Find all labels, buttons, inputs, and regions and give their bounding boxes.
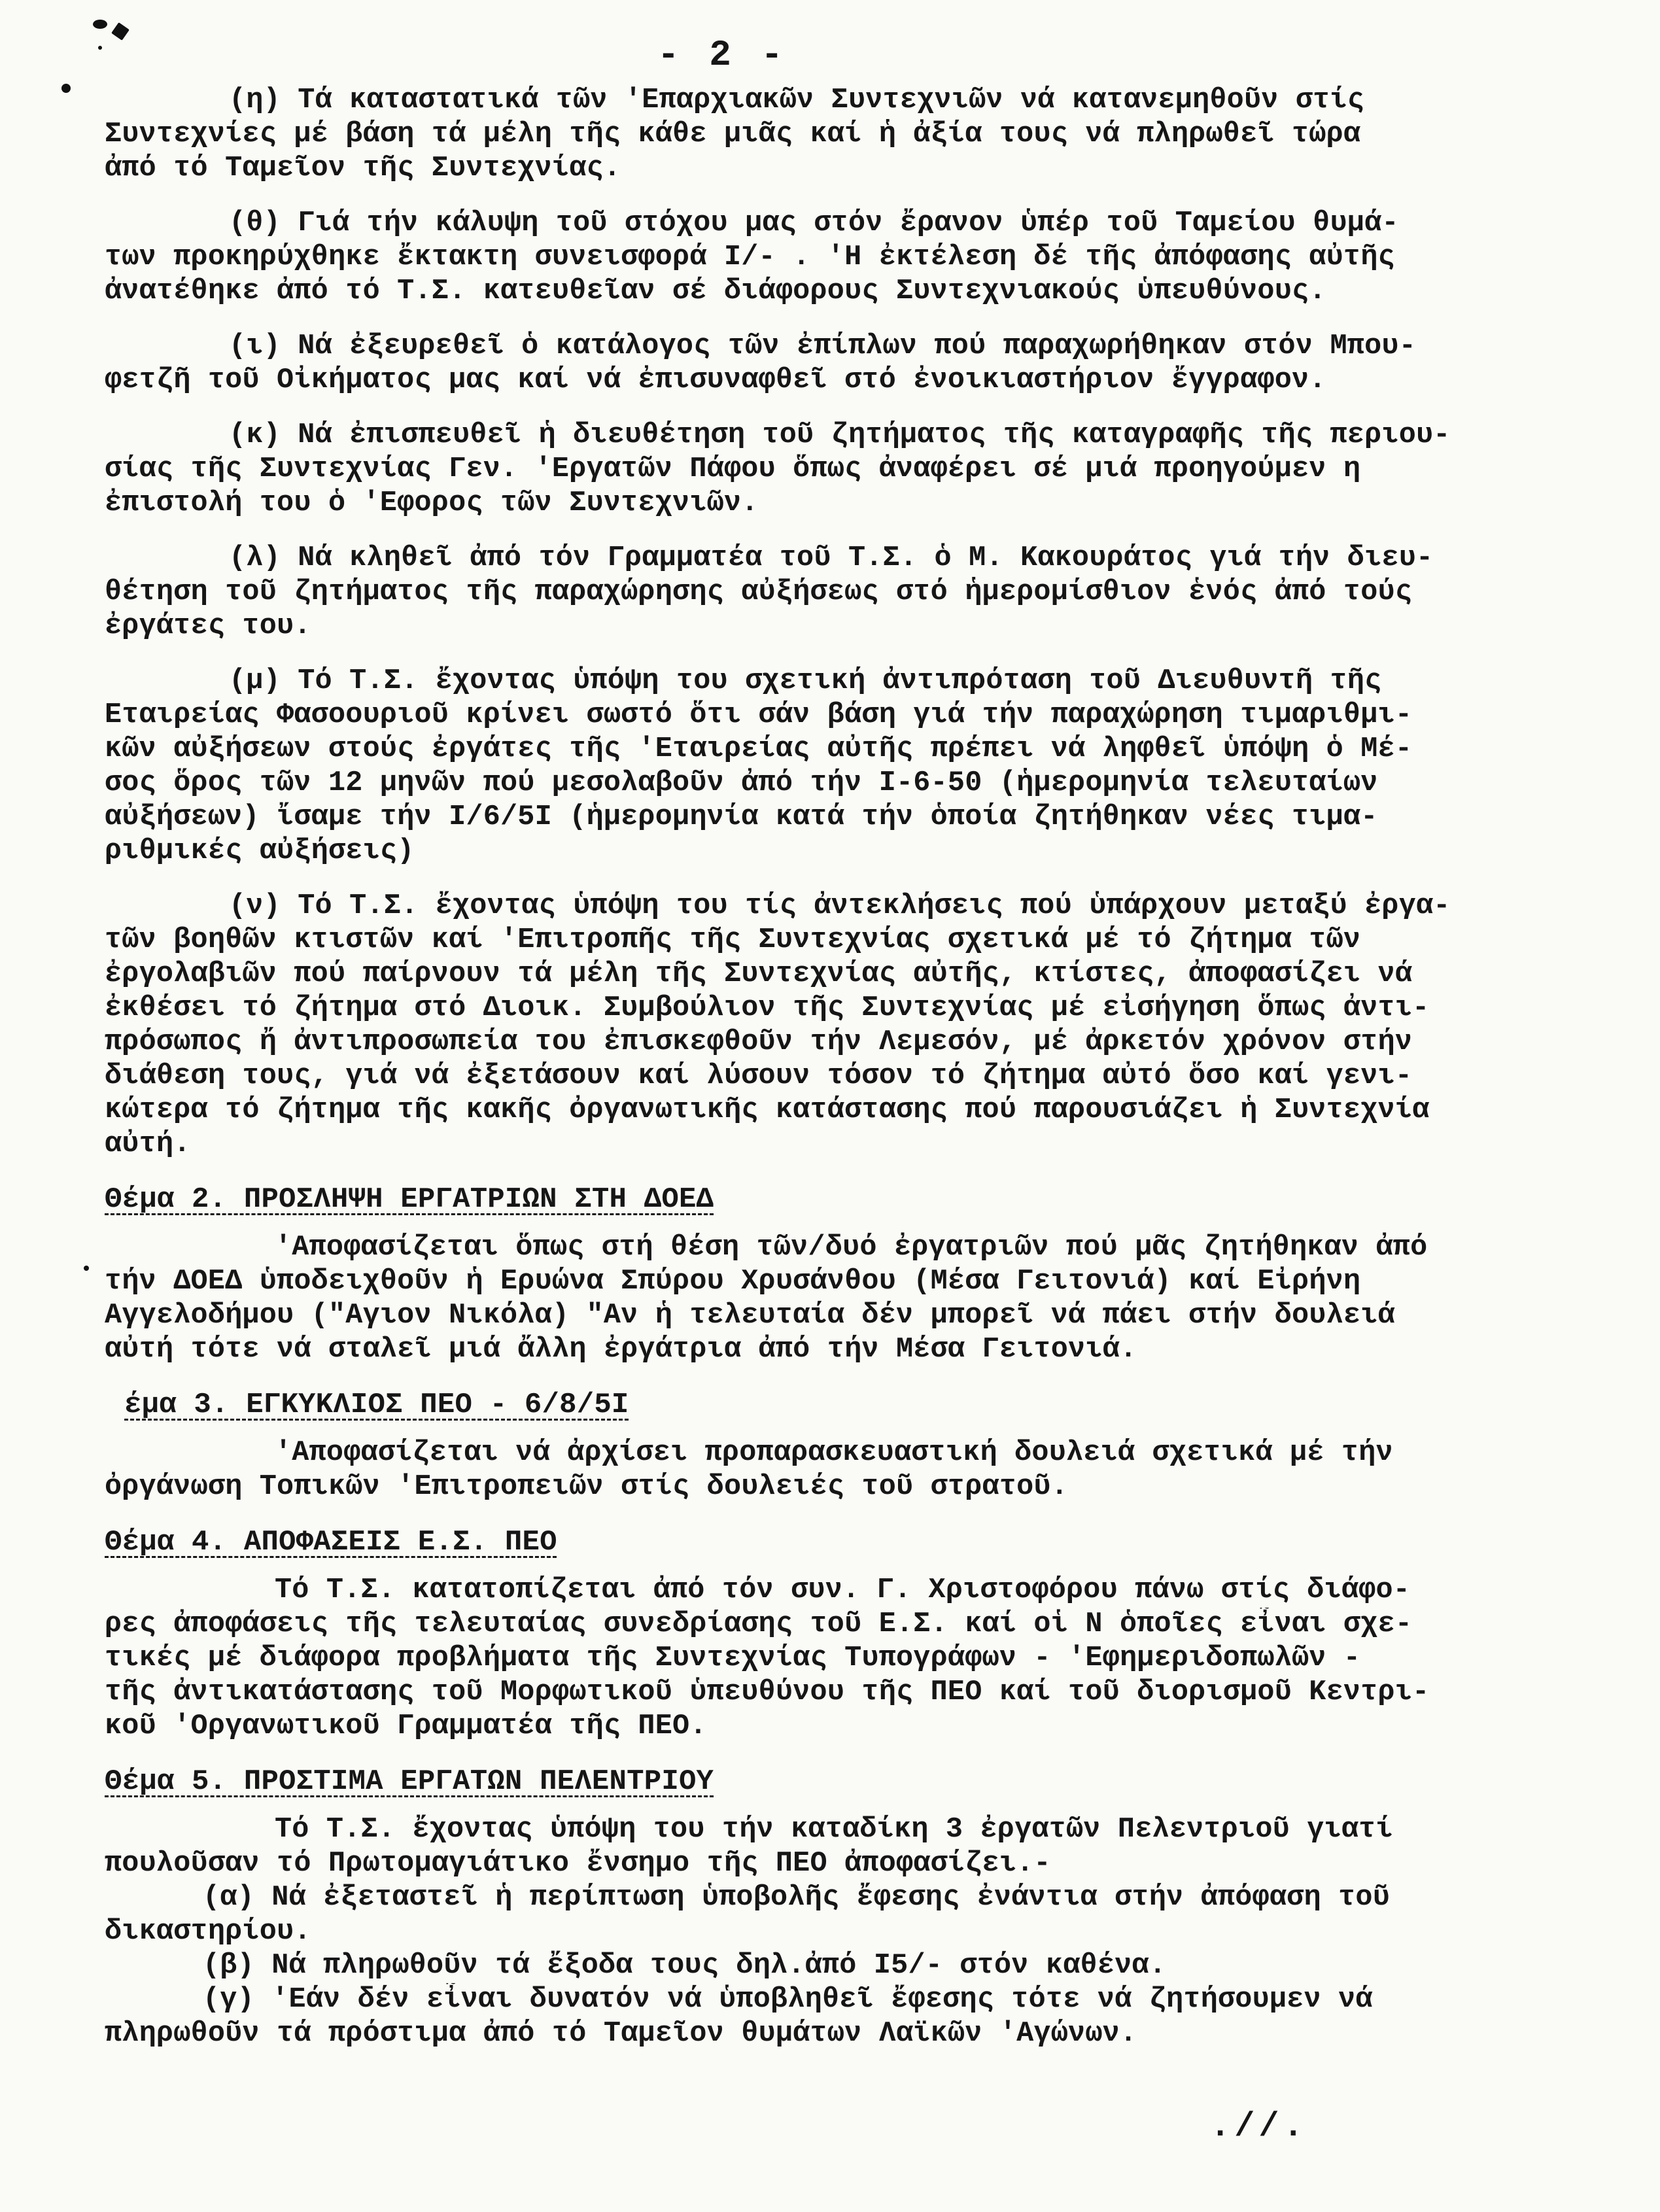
scan-mark <box>111 22 130 41</box>
text-line: ριθμικές αὐξήσεις) <box>105 835 415 867</box>
text-line: ρες ἀποφάσεις τῆς τελευταίας συνεδρίασης τοῦ Ε.Σ. καί οἱ Ν ὁποῖες εἶναι σχε- <box>105 1608 1413 1640</box>
text-line: ἀπό τό Ταμεῖον τῆς Συντεχνίας. <box>105 152 621 184</box>
text-line: (γ) 'Εάν δέν εἶναι δυνατόν νά ὑποβληθεῖ ἔφεσης τότε νά ζητήσουμεν νά <box>203 1984 1373 2016</box>
text-line: διάθεση τους, γιά νά ἐξετάσουν καί λύσουν τόσον τό ζήτημα αὐτό ὅσο καί γενι- <box>105 1060 1413 1092</box>
section-heading: Θέμα 5. ΠΡΟΣΤΙΜΑ ΕΡΓΑΤΩΝ ΠΕΛΕΝΤΡΙΟΥ <box>105 1765 714 1798</box>
paragraph-mu <box>105 665 1622 869</box>
scan-mark <box>98 46 102 50</box>
scan-mark <box>84 1266 89 1271</box>
text-line: ἐκθέσει τό ζήτημα στό Διοικ. Συμβούλιον τῆς Συντεχνίας μέ εἰσήγηση ὅπως ἀντι- <box>105 992 1430 1024</box>
text-line: ὀργάνωση Τοπικῶν 'Επιτροπειῶν στίς δουλειές τοῦ στρατοῦ. <box>105 1471 1069 1503</box>
scan-mark <box>61 84 71 93</box>
section-topic-4 <box>105 1525 1622 1744</box>
text-line: των προκηρύχθηκε ἔκτακτη συνεισφορά I/- . 'Η ἐκτέλεση δέ τῆς ἀπόφασης αὐτῆς <box>105 241 1395 273</box>
text-line: (ι) Νά ἐξευρεθεῖ ὁ κατάλογος τῶν ἐπίπλων πού παραχωρήθηκαν στόν Μπου- <box>229 330 1416 362</box>
paragraph-nu <box>105 890 1622 1162</box>
text-line: (ν) Τό Τ.Σ. ἔχοντας ὑπόψη του τίς ἀντεκλήσεις πού ὑπάρχουν μεταξύ ἐργα- <box>229 890 1451 922</box>
text-line: (θ) Γιά τήν κάλυψη τοῦ στόχου μας στόν ἔρανον ὑπέρ τοῦ Ταμείου θυμά- <box>229 207 1399 239</box>
continuation-mark: .//. <box>1210 2107 1307 2146</box>
text-line: πουλοῦσαν τό Πρωτομαγιάτικο ἔνσημο τῆς ΠΕΟ ἀποφασίζει.- <box>105 1848 1051 1880</box>
paragraph-lambda <box>105 542 1622 644</box>
text-line: αὐτή. <box>105 1128 191 1160</box>
text-line: αὐξήσεων) ἴσαμε τήν I/6/5I (ἡμερομηνία κατά τήν ὁποία ζητήθηκαν νέες τιμα- <box>105 801 1378 833</box>
paragraph-theta <box>105 207 1622 309</box>
section-topic-5 <box>105 1765 1622 2051</box>
section-heading: έμα 3. ΕΓΚΥΚΛΙΟΣ ΠΕΟ - 6/8/5I <box>124 1389 629 1421</box>
text-line: κοῦ 'Οργανωτικοῦ Γραμματέα τῆς ΠΕΟ. <box>105 1710 707 1742</box>
text-line: (η) Τά καταστατικά τῶν 'Επαρχιακῶν Συντεχνιῶν νά κατανεμηθοῦν στίς <box>229 84 1365 116</box>
text-line: φετζῆ τοῦ Οἰκήματος μας καί νά ἐπισυναφθεῖ στό ἐνοικιαστήριον ἔγγραφον. <box>105 364 1326 396</box>
section-topic-2 <box>105 1183 1622 1367</box>
text-line: σίας τῆς Συντεχνίας Γεν. 'Εργατῶν Πάφου ὅπως ἀναφέρει σέ μιά προηγούμεν η <box>105 453 1361 485</box>
text-line: (α) Νά ἐξεταστεῖ ἡ περίπτωση ὑποβολῆς ἔφεσης ἐνάντια στήν ἀπόφαση τοῦ <box>203 1882 1390 1914</box>
text-line: αὐτή τότε νά σταλεῖ μιά ἄλλη ἐργάτρια ἀπό τήν Μέσα Γειτονιά. <box>105 1334 1137 1366</box>
section-heading: Θέμα 2. ΠΡΟΣΛΗΨΗ ΕΡΓΑΤΡΙΩΝ ΣΤΗ ΔΟΕΔ <box>105 1183 714 1216</box>
text-line: ἐργολαβιῶν πού παίρνουν τά μέλη τῆς Συντεχνίας αὐτῆς, κτίστες, ἀποφασίζει νά <box>105 958 1413 990</box>
text-line: (β) Νά πληρωθοῦν τά ἔξοδα τους δηλ.ἀπό I5/- στόν καθένα. <box>203 1950 1167 1982</box>
paragraph-iota <box>105 330 1622 398</box>
text-line: τήν ΔΟΕΔ ὑποδειχθοῦν ἡ Ερυώνα Σπύρου Χρυσάνθου (Μέσα Γειτονιά) καί Εἰρήνη <box>105 1266 1361 1298</box>
text-line: 'Αποφασίζεται νά ἀρχίσει προπαρασκευαστική δουλειά σχετικά μέ τήν <box>275 1437 1393 1469</box>
text-line: πληρωθοῦν τά πρόστιμα ἀπό τό Ταμεῖον θυμάτων Λαϊκῶν 'Αγώνων. <box>105 2018 1137 2050</box>
text-line: κώτερα τό ζήτημα τῆς κακῆς ὀργανωτικῆς κατάστασης πού παρουσιάζει ἡ Συντεχνία <box>105 1094 1430 1126</box>
page-number: - 2 - <box>657 34 787 76</box>
text-line: τικές μέ διάφορα προβλήματα τῆς Συντεχνίας Τυπογράφων - 'Εφημεριδοπωλῶν - <box>105 1642 1361 1674</box>
text-line: (μ) Τό Τ.Σ. ἔχοντας ὑπόψη του σχετική ἀντιπρόταση τοῦ Διευθυντῆ τῆς <box>229 665 1382 697</box>
text-line: Τό Τ.Σ. ἔχοντας ὑπόψη του τήν καταδίκη 3 ἐργατῶν Πελεντριοῦ γιατί <box>275 1814 1393 1846</box>
text-line: τῆς ἀντικατάστασης τοῦ Μορφωτικοῦ ὑπευθύνου τῆς ΠΕΟ καί τοῦ διορισμοῦ Κεντρι- <box>105 1676 1430 1708</box>
text-line: (λ) Νά κληθεῖ ἀπό τόν Γραμματέα τοῦ Τ.Σ. ὁ Μ. Κακουράτος γιά τήν διευ- <box>229 542 1434 574</box>
text-line: ἐπιστολή του ὁ 'Εφορος τῶν Συντεχνιῶν. <box>105 487 759 519</box>
text-line: Συντεχνίες μέ βάση τά μέλη τῆς κάθε μιᾶς καί ἡ ἀξία τους νά πληρωθεῖ τώρα <box>105 118 1361 150</box>
text-line: σος ὅρος τῶν 12 μηνῶν πού μεσολαβοῦν ἀπό τήν I-6-50 (ἡμερομηνία τελευταίων <box>105 767 1378 799</box>
text-line: τῶν βοηθῶν κτιστῶν καί 'Επιτροπῆς τῆς Συντεχνίας σχετικά μέ τό ζήτημα τῶν <box>105 924 1361 956</box>
paragraph-kappa <box>105 419 1622 521</box>
scan-mark <box>93 20 107 29</box>
text-line: Εταιρείας Φασοουριοῦ κρίνει σωστό ὅτι σάν βάση γιά τήν παραχώρηση τιμαριθμι- <box>105 699 1413 731</box>
text-line: πρόσωπος ἤ ἀντιπροσωπεία του ἐπισκεφθοῦν τήν Λεμεσόν, μέ ἀρκετόν χρόνον στήν <box>105 1026 1413 1058</box>
text-line: Τό Τ.Σ. κατατοπίζεται ἀπό τόν συν. Γ. Χριστοφόρου πάνω στίς διάφο- <box>275 1574 1411 1606</box>
text-line: δικαστηρίου. <box>105 1916 311 1948</box>
text-line: ἐργάτες του. <box>105 610 311 642</box>
text-line: ἀνατέθηκε ἀπό τό Τ.Σ. κατευθεῖαν σέ διάφορους Συντεχνιακούς ὑπευθύνους. <box>105 275 1326 307</box>
text-line: θέτηση τοῦ ζητήματος τῆς παραχώρησης αὐξήσεως στό ἡμερομίσθιον ἑνός ἀπό τούς <box>105 576 1413 608</box>
document-body <box>105 84 1622 2072</box>
text-line: κῶν αὐξήσεων στούς ἐργάτες τῆς 'Εταιρείας αὐτῆς πρέπει νά ληφθεῖ ὑπόψη ὁ Μέ- <box>105 733 1413 765</box>
paragraph-eta <box>105 84 1622 186</box>
text-line: 'Αποφασίζεται ὅπως στή θέση τῶν/δυό ἐργατριῶν πού μᾶς ζητήθηκαν ἀπό <box>275 1232 1428 1264</box>
text-line: Αγγελοδήμου ("Αγιον Νικόλα) "Αν ἡ τελευταία δέν μπορεῖ νά πάει στήν δουλειά <box>105 1300 1395 1332</box>
section-heading: Θέμα 4. ΑΠΟΦΑΣΕΙΣ Ε.Σ. ΠΕΟ <box>105 1526 557 1559</box>
section-topic-3 <box>105 1388 1622 1504</box>
text-line: (κ) Νά ἐπισπευθεῖ ἡ διευθέτηση τοῦ ζητήματος τῆς καταγραφῆς τῆς περιου- <box>229 419 1451 451</box>
